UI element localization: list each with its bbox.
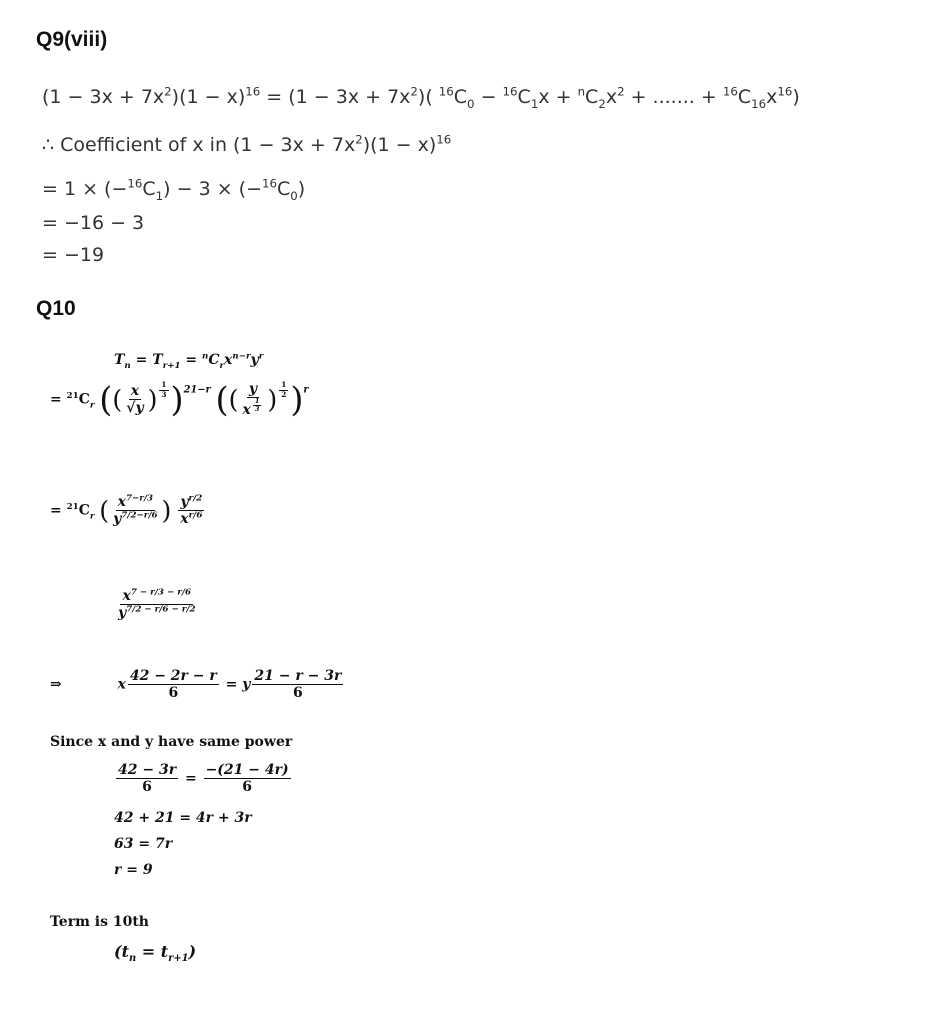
q10-simplified: = $^{21}C_r$ ( $\frac{x^{7-r/3}}{y^{7/2-r/6}}$ ) $\frac{y^{r/2}}{x^{r/6}}$ [50, 493, 203, 528]
q10-equation-sum: 42 + 21 = 4r + 3r [114, 810, 252, 826]
q10-implies-line: ⇒ x $\frac{42 - 2r - r}{6}$ = y $\frac{21 - r - 3r}{6}$ [50, 668, 342, 702]
q10-equation-fraction: $\frac{42 - 3r}{6}$ = $\frac{-(21 - 4r)}{6}$ [118, 762, 289, 796]
q9-coefficient-line: ∴ Coefficient of x in $(1 - 3x + 7x^2)(1 - x)^{16}$ [42, 132, 452, 156]
q10-since-text: Since x and y have same power [50, 734, 293, 750]
q10-heading: Q10 [36, 297, 76, 320]
q9-expansion-line: $(1 - 3x + 7x^2)(1 - x)^{16} = (1 - 3x + 7x^2)$( $^{16}C_0 - ^{16}C_1x + ^nC_2x^2$ + ....... + $^{16}C_{16}x^{16}$) [42, 84, 800, 111]
q10-term-text: Term is 10th [50, 914, 149, 930]
q9-coefficient-text: ∴ Coefficient of x in [42, 134, 227, 156]
q10-equation-r: r = 9 [114, 862, 153, 878]
q9-step-1: = $1 \times (-^{16}C_1) - 3 \times (-^{16}C_0)$ [42, 176, 306, 203]
q10-combined-fraction: $\frac{x^{7 - r/3 - r/6}}{y^{7/2 - r/6 - r/2}}$ [118, 587, 196, 622]
q10-general-term: $T_n = T_{r+1} = ^nC_rx^{n-r}y^r$ [114, 351, 264, 371]
q10-substitution: = $^{21}C_r$ (( $\frac{x}{√y}$ ) $^{\frac{1}{3}}$ )$^{21-r}$ (( y x $^{\frac{1}{3}}$ ) $^{\frac{1}{2}}$ )$^r$ [50, 380, 309, 419]
q10-equation-63: 63 = 7r [114, 836, 173, 852]
q10-term-relation: $(t_n = t_{r+1})$ [114, 942, 197, 965]
q9-step-2: = −16 − 3 [42, 212, 145, 234]
q9-step-3: = −19 [42, 244, 105, 266]
q9-heading: Q9(viii) [36, 28, 108, 51]
